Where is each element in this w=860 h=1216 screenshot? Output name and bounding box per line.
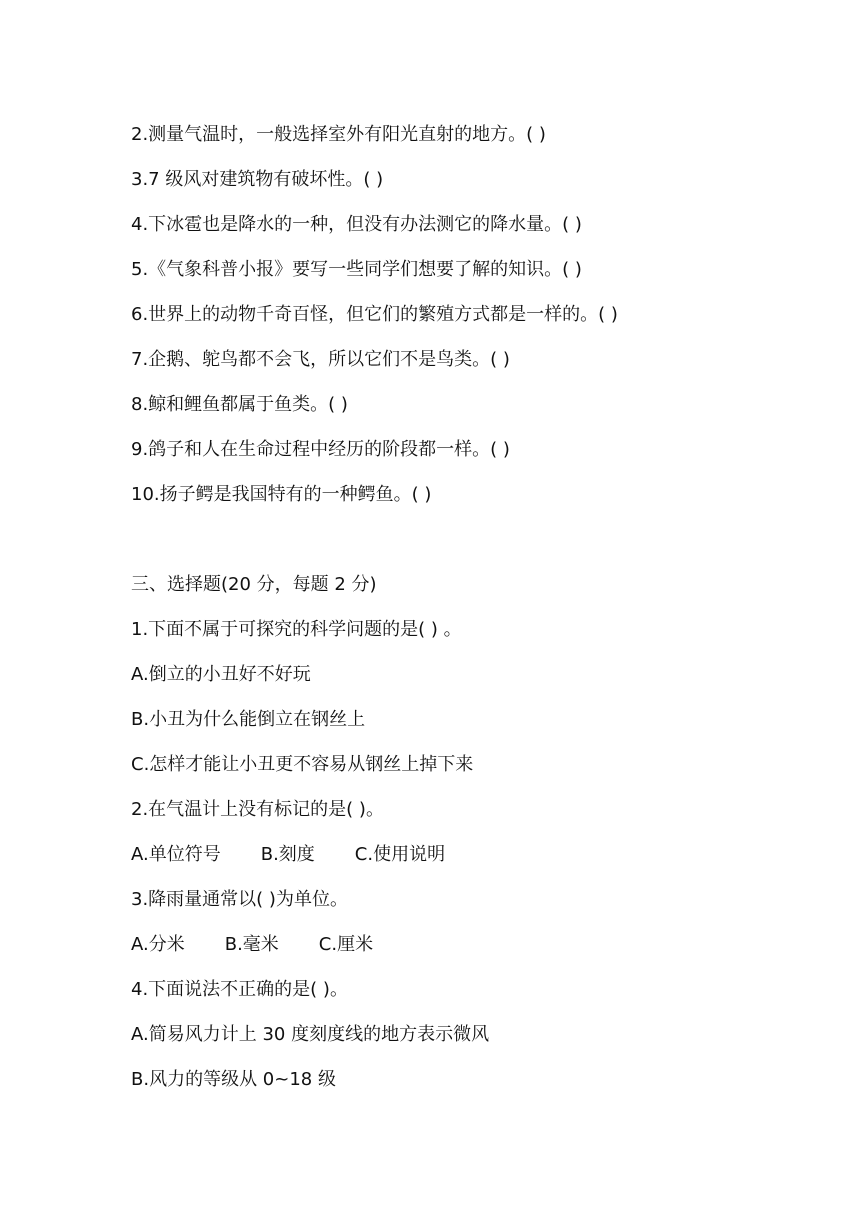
mc-question-1-option-c: C.怎样才能让小丑更不容易从钢丝上掉下来 (131, 754, 474, 775)
tf-question-6: 6.世界上的动物千奇百怪，但它们的繁殖方式都是一样的。( ) (131, 304, 618, 325)
mc-question-3-option-a: A.分米 (131, 934, 185, 955)
true-false-section (131, 112, 791, 517)
section-heading: 三、选择题(20 分，每题 2 分) (131, 574, 377, 595)
mc-question-3-option-c: C.厘米 (318, 934, 374, 955)
tf-question-3: 3.7 级风对建筑物有破坏性。( ) (131, 169, 384, 190)
mc-question-1-stem: 1.下面不属于可探究的科学问题的是( ) 。 (131, 619, 462, 640)
tf-question-9: 9.鸽子和人在生命过程中经历的阶段都一样。( ) (131, 439, 510, 460)
tf-question-8: 8.鲸和鲤鱼都属于鱼类。( ) (131, 394, 348, 415)
mc-question-1-option-a: A.倒立的小丑好不好玩 (131, 664, 311, 685)
section-gap (131, 517, 791, 562)
tf-question-7: 7.企鹅、鸵鸟都不会飞，所以它们不是鸟类。( ) (131, 349, 510, 370)
mc-question-4-stem: 4.下面说法不正确的是( )。 (131, 979, 348, 1000)
tf-question-2: 2.测量气温时，一般选择室外有阳光直射的地方。( ) (131, 124, 546, 145)
mc-question-2-option-a: A.单位符号 (131, 844, 221, 865)
mc-question-2-options (131, 832, 791, 877)
tf-question-10: 10.扬子鳄是我国特有的一种鳄鱼。( ) (131, 484, 432, 505)
mc-question-3-stem: 3.降雨量通常以( )为单位。 (131, 889, 348, 910)
mc-question-2-stem: 2.在气温计上没有标记的是( )。 (131, 799, 384, 820)
page-content (131, 112, 791, 1102)
mc-question-1-option-b: B.小丑为什么能倒立在钢丝上 (131, 709, 366, 730)
mc-question-3-option-b: B.毫米 (224, 934, 279, 955)
mc-question-2-option-b: B.刻度 (260, 844, 315, 865)
mc-question-2-option-c: C.使用说明 (354, 844, 446, 865)
mc-question-4-option-b: B.风力的等级从 0~18 级 (131, 1069, 336, 1090)
multiple-choice-section (131, 562, 791, 1102)
mc-question-4-option-a: A.简易风力计上 30 度刻度线的地方表示微风 (131, 1024, 490, 1045)
mc-question-3-options (131, 922, 791, 967)
tf-question-5: 5.《气象科普小报》要写一些同学们想要了解的知识。( ) (131, 259, 582, 280)
tf-question-4: 4.下冰雹也是降水的一种，但没有办法测它的降水量。( ) (131, 214, 582, 235)
